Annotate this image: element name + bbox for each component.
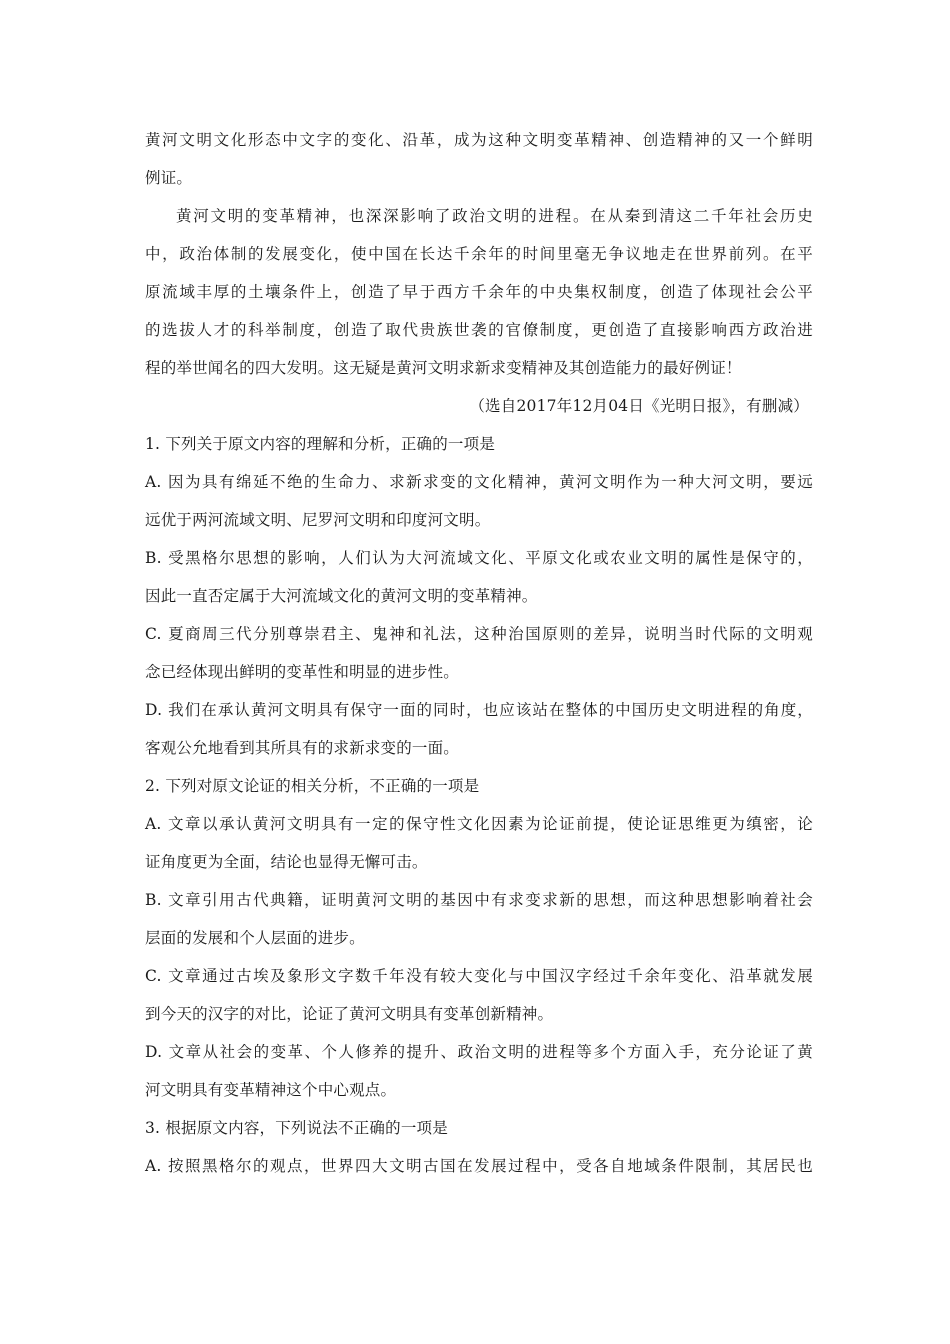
question-3-stem: 3. 根据原文内容，下列说法不正确的一项是 [145, 1119, 448, 1137]
source-citation: （选自2017年12月04日《光明日报》，有删减） [469, 397, 809, 415]
question-2-option-c: C. 文章通过古埃及象形文字数千年没有较大变化与中国汉字经过千余年变化、沿革就发展 [145, 967, 813, 985]
paragraph-line: 黄河文明的变革精神，也深深影响了政治文明的进程。在从秦到清这二千年社会历史 [176, 207, 813, 225]
question-1-option-d-cont: 客观公允地看到其所具有的求新求变的一面。 [145, 739, 460, 757]
question-1-option-b: B. 受黑格尔思想的影响，人们认为大河流域文化、平原文化或农业文明的属性是保守的， [145, 549, 813, 567]
question-2-option-b: B. 文章引用古代典籍，证明黄河文明的基因中有求变求新的思想，而这种思想影响着社会 [145, 891, 813, 909]
question-1-option-c-cont: 念已经体现出鲜明的变革性和明显的进步性。 [145, 663, 460, 681]
question-1-stem: 1. 下列关于原文内容的理解和分析，正确的一项是 [145, 435, 496, 453]
question-2-option-d: D. 文章从社会的变革、个人修养的提升、政治文明的进程等多个方面入手，充分论证了黄 [145, 1043, 813, 1061]
document-body [145, 121, 813, 1185]
question-2-option-a: A. 文章以承认黄河文明具有一定的保守性文化因素为论证前提，使论证思维更为缜密，论 [145, 815, 813, 833]
question-1-option-b-cont: 因此一直否定属于大河流域文化的黄河文明的变革精神。 [145, 587, 538, 605]
paragraph-line: 中，政治体制的发展变化，使中国在长达千余年的时间里毫无争议地走在世界前列。在平 [145, 245, 813, 263]
question-2-option-d-cont: 河文明具有变革精神这个中心观点。 [145, 1081, 397, 1099]
question-3-option-a: A. 按照黑格尔的观点，世界四大文明古国在发展过程中，受各自地域条件限制，其居民也 [145, 1157, 813, 1175]
question-2-option-c-cont: 到今天的汉字的对比，论证了黄河文明具有变革创新精神。 [145, 1005, 554, 1023]
question-2-stem: 2. 下列对原文论证的相关分析，不正确的一项是 [145, 777, 480, 795]
paragraph-line: 程的举世闻名的四大发明。这无疑是黄河文明求新求变精神及其创造能力的最好例证！ [145, 359, 742, 377]
paragraph-line: 原流域丰厚的土壤条件上，创造了早于西方千余年的中央集权制度，创造了体现社会公平 [145, 283, 813, 301]
question-1-option-a-cont: 远优于两河流域文明、尼罗河文明和印度河文明。 [145, 511, 491, 529]
paragraph-line: 例证。 [145, 169, 193, 187]
question-2-option-a-cont: 证角度更为全面，结论也显得无懈可击。 [145, 853, 428, 871]
question-1-option-a: A. 因为具有绵延不绝的生命力、求新求变的文化精神，黄河文明作为一种大河文明，要远 [145, 473, 813, 491]
paragraph-line: 黄河文明文化形态中文字的变化、沿革，成为这种文明变革精神、创造精神的又一个鲜明 [145, 131, 813, 149]
paragraph-line: 的选拔人才的科举制度，创造了取代贵族世袭的官僚制度，更创造了直接影响西方政治进 [145, 321, 813, 339]
question-1-option-c: C. 夏商周三代分别尊崇君主、鬼神和礼法，这种治国原则的差异，说明当时代际的文明观 [145, 625, 813, 643]
question-1-option-d: D. 我们在承认黄河文明具有保守一面的同时，也应该站在整体的中国历史文明进程的角度， [145, 701, 813, 719]
question-2-option-b-cont: 层面的发展和个人层面的进步。 [145, 929, 365, 947]
